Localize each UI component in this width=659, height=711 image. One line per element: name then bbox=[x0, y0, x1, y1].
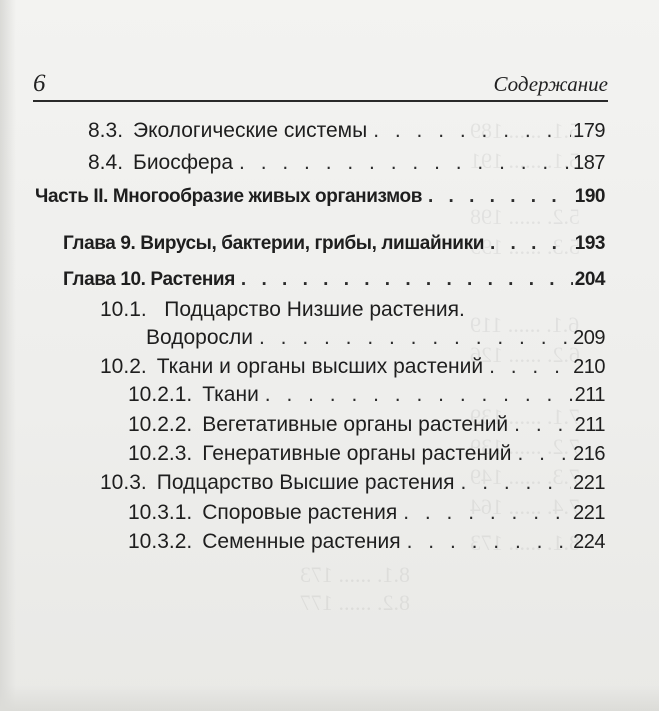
toc-number: 8.3. bbox=[88, 119, 124, 142]
toc-title: Споровые растения bbox=[202, 501, 398, 524]
dot-leader bbox=[403, 497, 571, 529]
toc-title: Экологические системы bbox=[133, 119, 368, 142]
toc-number: 10.2.3. bbox=[128, 442, 193, 465]
dot-leader bbox=[239, 147, 571, 179]
toc-entry-8-4 bbox=[88, 147, 605, 179]
toc-page: 216 bbox=[573, 443, 605, 465]
toc-page: 211 bbox=[574, 384, 605, 406]
toc-page: 210 bbox=[573, 356, 605, 378]
dot-leader bbox=[428, 181, 573, 213]
dot-leader bbox=[259, 322, 571, 354]
dot-leader bbox=[461, 467, 572, 499]
toc-page: 190 bbox=[574, 186, 605, 207]
toc-page: 221 bbox=[573, 472, 605, 494]
dot-leader bbox=[407, 526, 572, 558]
running-head-title: Содержание bbox=[493, 72, 608, 96]
toc-number: 10.3. bbox=[100, 471, 147, 494]
toc-number: 10.2. bbox=[100, 355, 147, 378]
toc-title: Ткани и органы высших растений bbox=[156, 355, 484, 378]
toc-title: Подцарство Низшие растения. bbox=[164, 298, 465, 321]
toc-title: Часть II. Многообразие живых организмов bbox=[35, 186, 422, 207]
toc-title: Биосфера bbox=[133, 151, 234, 174]
toc-title-continued: Водоросли bbox=[146, 326, 253, 349]
toc-number: 8.4. bbox=[88, 151, 124, 174]
toc-entry-10-2-3 bbox=[128, 438, 605, 470]
toc-entry-10-3-2 bbox=[128, 526, 605, 558]
dot-leader bbox=[490, 228, 573, 260]
toc-page: 211 bbox=[574, 414, 605, 436]
toc-page: 204 bbox=[574, 269, 605, 290]
toc-entry-10-3-1 bbox=[128, 497, 605, 529]
toc-title: Генеративные органы растений bbox=[202, 442, 512, 465]
toc-title: Вегетативные органы растений bbox=[202, 413, 509, 436]
dot-leader bbox=[265, 379, 573, 411]
toc-entry-10-2-1 bbox=[128, 379, 605, 411]
toc-page: 221 bbox=[573, 502, 605, 524]
toc-entry-part-2 bbox=[35, 181, 605, 213]
toc-page: 179 bbox=[573, 120, 605, 142]
toc-entry-8-3 bbox=[88, 115, 605, 147]
toc-number: 10.2.2. bbox=[128, 413, 193, 436]
show-through-text: 5.1. ...... 189 5.1. ...... 191 5.2. ...... 198 5.3. ...... 199 6.1. ...... 119 6.2. ...... 126 7.1. ...... 139 7.2. ...... 139 7.3. ...... 149 7.4. ...... 164 8.1. ...... 173 8.1. ...... 173 8.2. ...... 177 bbox=[300, 118, 580, 615]
toc-number: 10.3.1. bbox=[128, 501, 193, 524]
toc-page: 209 bbox=[573, 327, 605, 349]
page-number: 6 bbox=[33, 70, 46, 97]
toc-page: 224 bbox=[573, 531, 605, 553]
dot-leader bbox=[241, 264, 573, 296]
toc-title: Семенные растения bbox=[202, 530, 401, 553]
toc-page: 187 bbox=[573, 152, 605, 174]
toc-entry-10-1 bbox=[146, 322, 605, 354]
dot-leader bbox=[373, 115, 571, 147]
toc-entry-10-3 bbox=[100, 467, 605, 499]
toc-title: Ткани bbox=[202, 383, 259, 406]
toc-number: 10.2.1. bbox=[128, 383, 193, 406]
toc-title: Глава 10. Растения bbox=[63, 269, 235, 290]
toc-entry-chapter-10 bbox=[63, 264, 605, 296]
toc-entry-10-2-2 bbox=[128, 409, 605, 441]
toc-title: Подцарство Высшие растения bbox=[156, 471, 455, 494]
toc-number: 10.3.2. bbox=[128, 530, 193, 553]
toc-title: Глава 9. Вирусы, бактерии, грибы, лишайники bbox=[63, 233, 484, 254]
dot-leader bbox=[518, 438, 572, 470]
dot-leader bbox=[514, 409, 572, 441]
toc-page: 193 bbox=[574, 233, 605, 254]
toc-entry-chapter-9 bbox=[63, 228, 605, 260]
toc-number: 10.1. bbox=[100, 298, 147, 321]
